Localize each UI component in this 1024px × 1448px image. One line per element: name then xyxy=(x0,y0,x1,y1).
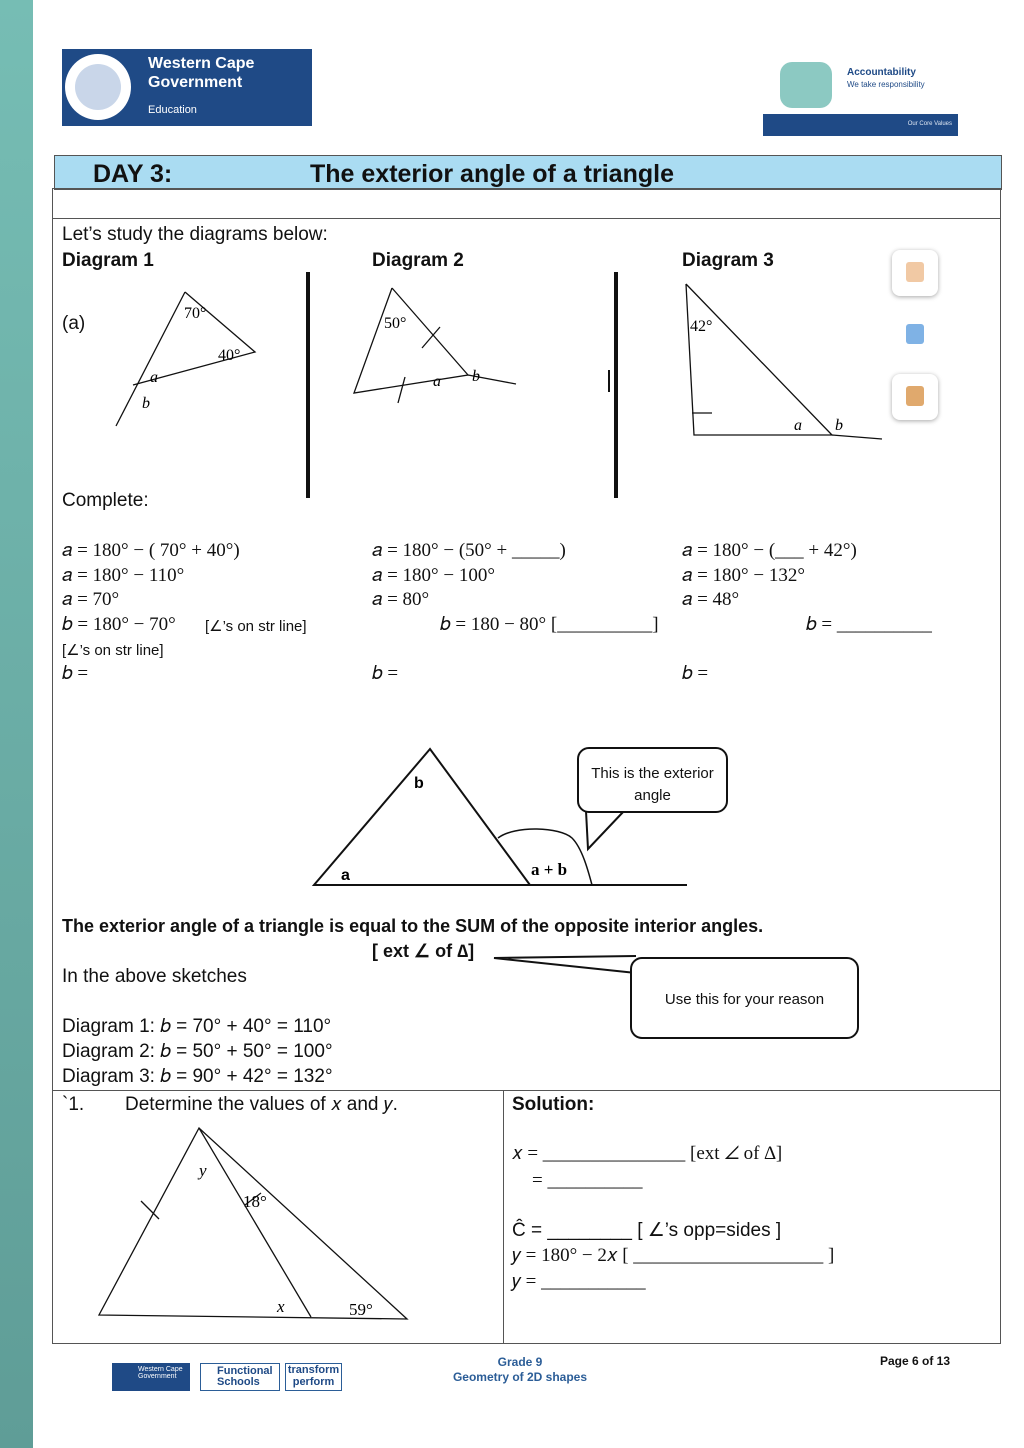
teacher-icon[interactable] xyxy=(892,250,938,296)
ext-label-sum: a + b xyxy=(531,860,568,879)
column-divider xyxy=(503,1090,504,1344)
d2-angle-top: 50° xyxy=(384,315,407,332)
col2-line: 𝑎 = 180° − (50° + _____) xyxy=(372,540,566,561)
exterior-angle-bubble xyxy=(577,747,728,813)
theorem-statement: The exterior angle of a triangle is equal to the SUM of the opposite interior angles. xyxy=(62,916,764,936)
separator-bar xyxy=(306,272,310,498)
complete-label: Complete: xyxy=(62,490,149,511)
footer-functional-logo: Functional Schools xyxy=(200,1363,280,1391)
logo-sub: Education xyxy=(148,104,197,116)
q-angle-x: x xyxy=(277,1297,285,1316)
worksheet-icon[interactable] xyxy=(892,374,938,420)
col1-line: 𝑎 = 70° xyxy=(62,589,120,610)
col1-reason: [∠’s on str line] xyxy=(205,618,307,635)
q-angle-59: 59° xyxy=(349,1300,373,1319)
solution-line: = __________ xyxy=(532,1170,643,1191)
page-number: Page 6 of 13 xyxy=(880,1354,951,1368)
d1-angle-top: 70° xyxy=(184,305,207,322)
logo-line1: Western Cape xyxy=(148,55,255,72)
reason-bubble xyxy=(630,957,859,1039)
col3-b-line: 𝑏 = __________ xyxy=(806,614,932,635)
col2-line: 𝑎 = 80° xyxy=(372,589,430,610)
divider xyxy=(52,1090,1001,1091)
question-text: Determine the values of 𝑥 and 𝑦. xyxy=(125,1094,398,1115)
wcg-logo xyxy=(62,49,312,126)
logo-line2: Government xyxy=(148,74,243,91)
diagram3-heading: Diagram 3 xyxy=(682,250,774,271)
coat-of-arms-icon xyxy=(65,54,131,120)
d3-angle-a: a xyxy=(794,417,802,434)
solution-heading: Solution: xyxy=(512,1094,595,1115)
accountability-sub: We take responsibility xyxy=(847,80,925,89)
col3-b-answer: 𝑏 = xyxy=(682,663,709,684)
q-angle-18: 18° xyxy=(243,1192,267,1211)
col1-line: 𝑎 = 180° − 110° xyxy=(62,565,185,586)
diagram1-heading: Diagram 1 xyxy=(62,250,154,271)
col2-b-line: 𝑏 = 180 − 80° [__________] xyxy=(440,614,659,635)
diagram2-triangle xyxy=(350,285,520,410)
study-text: Let’s study the diagrams below: xyxy=(62,224,328,245)
core-values-bar xyxy=(763,114,958,136)
solution-line: 𝑦 = ___________ xyxy=(512,1271,646,1292)
solution-line: 𝑥 = _______________ [ext ∠ of ∆] xyxy=(512,1143,783,1164)
footer-grade: Grade 9 xyxy=(497,1355,543,1369)
hand-icon xyxy=(780,62,832,108)
sketches-intro: In the above sketches xyxy=(62,966,247,987)
separator-bar xyxy=(614,272,618,498)
bubble-text: This is the exterior angle xyxy=(591,765,714,804)
theorem-reason: [ ext ∠ of ∆] xyxy=(372,941,475,961)
solution-line: Ĉ = ________ [ ∠’s opp=sides ] xyxy=(512,1220,782,1241)
d1-angle-right: 40° xyxy=(218,347,241,364)
question-number: `1. xyxy=(62,1094,85,1115)
footer-logos xyxy=(112,1363,342,1393)
part-label: (a) xyxy=(62,313,86,334)
col3-line: 𝑎 = 180° − (___ + 42°) xyxy=(682,540,857,561)
ext-label-b: b xyxy=(414,775,424,792)
parent-child-icon[interactable] xyxy=(892,312,938,358)
core-values-caption: Our Core Values xyxy=(907,121,952,127)
day-label: DAY 3: xyxy=(93,160,173,188)
diagram1-triangle xyxy=(110,290,270,430)
reason-bubble-tail xyxy=(490,948,640,978)
d1-angle-a: a xyxy=(150,369,158,386)
d3-angle-b: b xyxy=(835,417,843,434)
question-triangle xyxy=(95,1125,415,1325)
col3-line: 𝑎 = 48° xyxy=(682,589,740,610)
col1-line: 𝑎 = 180° − ( 70° + 40°) xyxy=(62,540,240,561)
q-angle-y: y xyxy=(199,1161,207,1180)
accountability-title: Accountability xyxy=(847,67,916,78)
footer-wcg-logo: Western Cape Government xyxy=(112,1363,190,1391)
d1-angle-b: b xyxy=(142,395,150,412)
reason-bubble-text: Use this for your reason xyxy=(664,991,825,1008)
left-sidebar-band xyxy=(0,0,33,1448)
sketch-line: Diagram 1: 𝑏 = 70° + 40° = 110° xyxy=(62,1016,332,1037)
col3-line: 𝑎 = 180° − 132° xyxy=(682,565,805,586)
stray-mark xyxy=(608,370,610,392)
footer-transform-logo: transform perform xyxy=(285,1363,342,1391)
divider xyxy=(52,218,1001,219)
sketch-line: Diagram 2: 𝑏 = 50° + 50° = 100° xyxy=(62,1041,333,1062)
solution-line: 𝑦 = 180° − 2𝑥 [ ____________________ ] xyxy=(512,1245,835,1266)
day-header xyxy=(54,155,1002,190)
d2-angle-b: b xyxy=(472,368,480,385)
diagram2-heading: Diagram 2 xyxy=(372,250,464,271)
col1-reason-wrap: [∠’s on str line] xyxy=(62,642,164,659)
diagram3-triangle xyxy=(682,280,887,445)
footer-subject: Geometry of 2D shapes xyxy=(452,1370,588,1384)
col1-b-answer: 𝑏 = xyxy=(62,663,89,684)
d3-angle-top: 42° xyxy=(690,318,713,335)
footer-center xyxy=(420,1355,620,1385)
col2-b-answer: 𝑏 = xyxy=(372,663,399,684)
page-title: The exterior angle of a triangle xyxy=(310,160,674,188)
col2-line: 𝑎 = 180° − 100° xyxy=(372,565,495,586)
sketch-line: Diagram 3: 𝑏 = 90° + 42° = 132° xyxy=(62,1066,333,1087)
d2-angle-a: a xyxy=(433,373,441,390)
col1-line: 𝑏 = 180° − 70° xyxy=(62,614,176,635)
ext-label-a: a xyxy=(341,867,350,884)
